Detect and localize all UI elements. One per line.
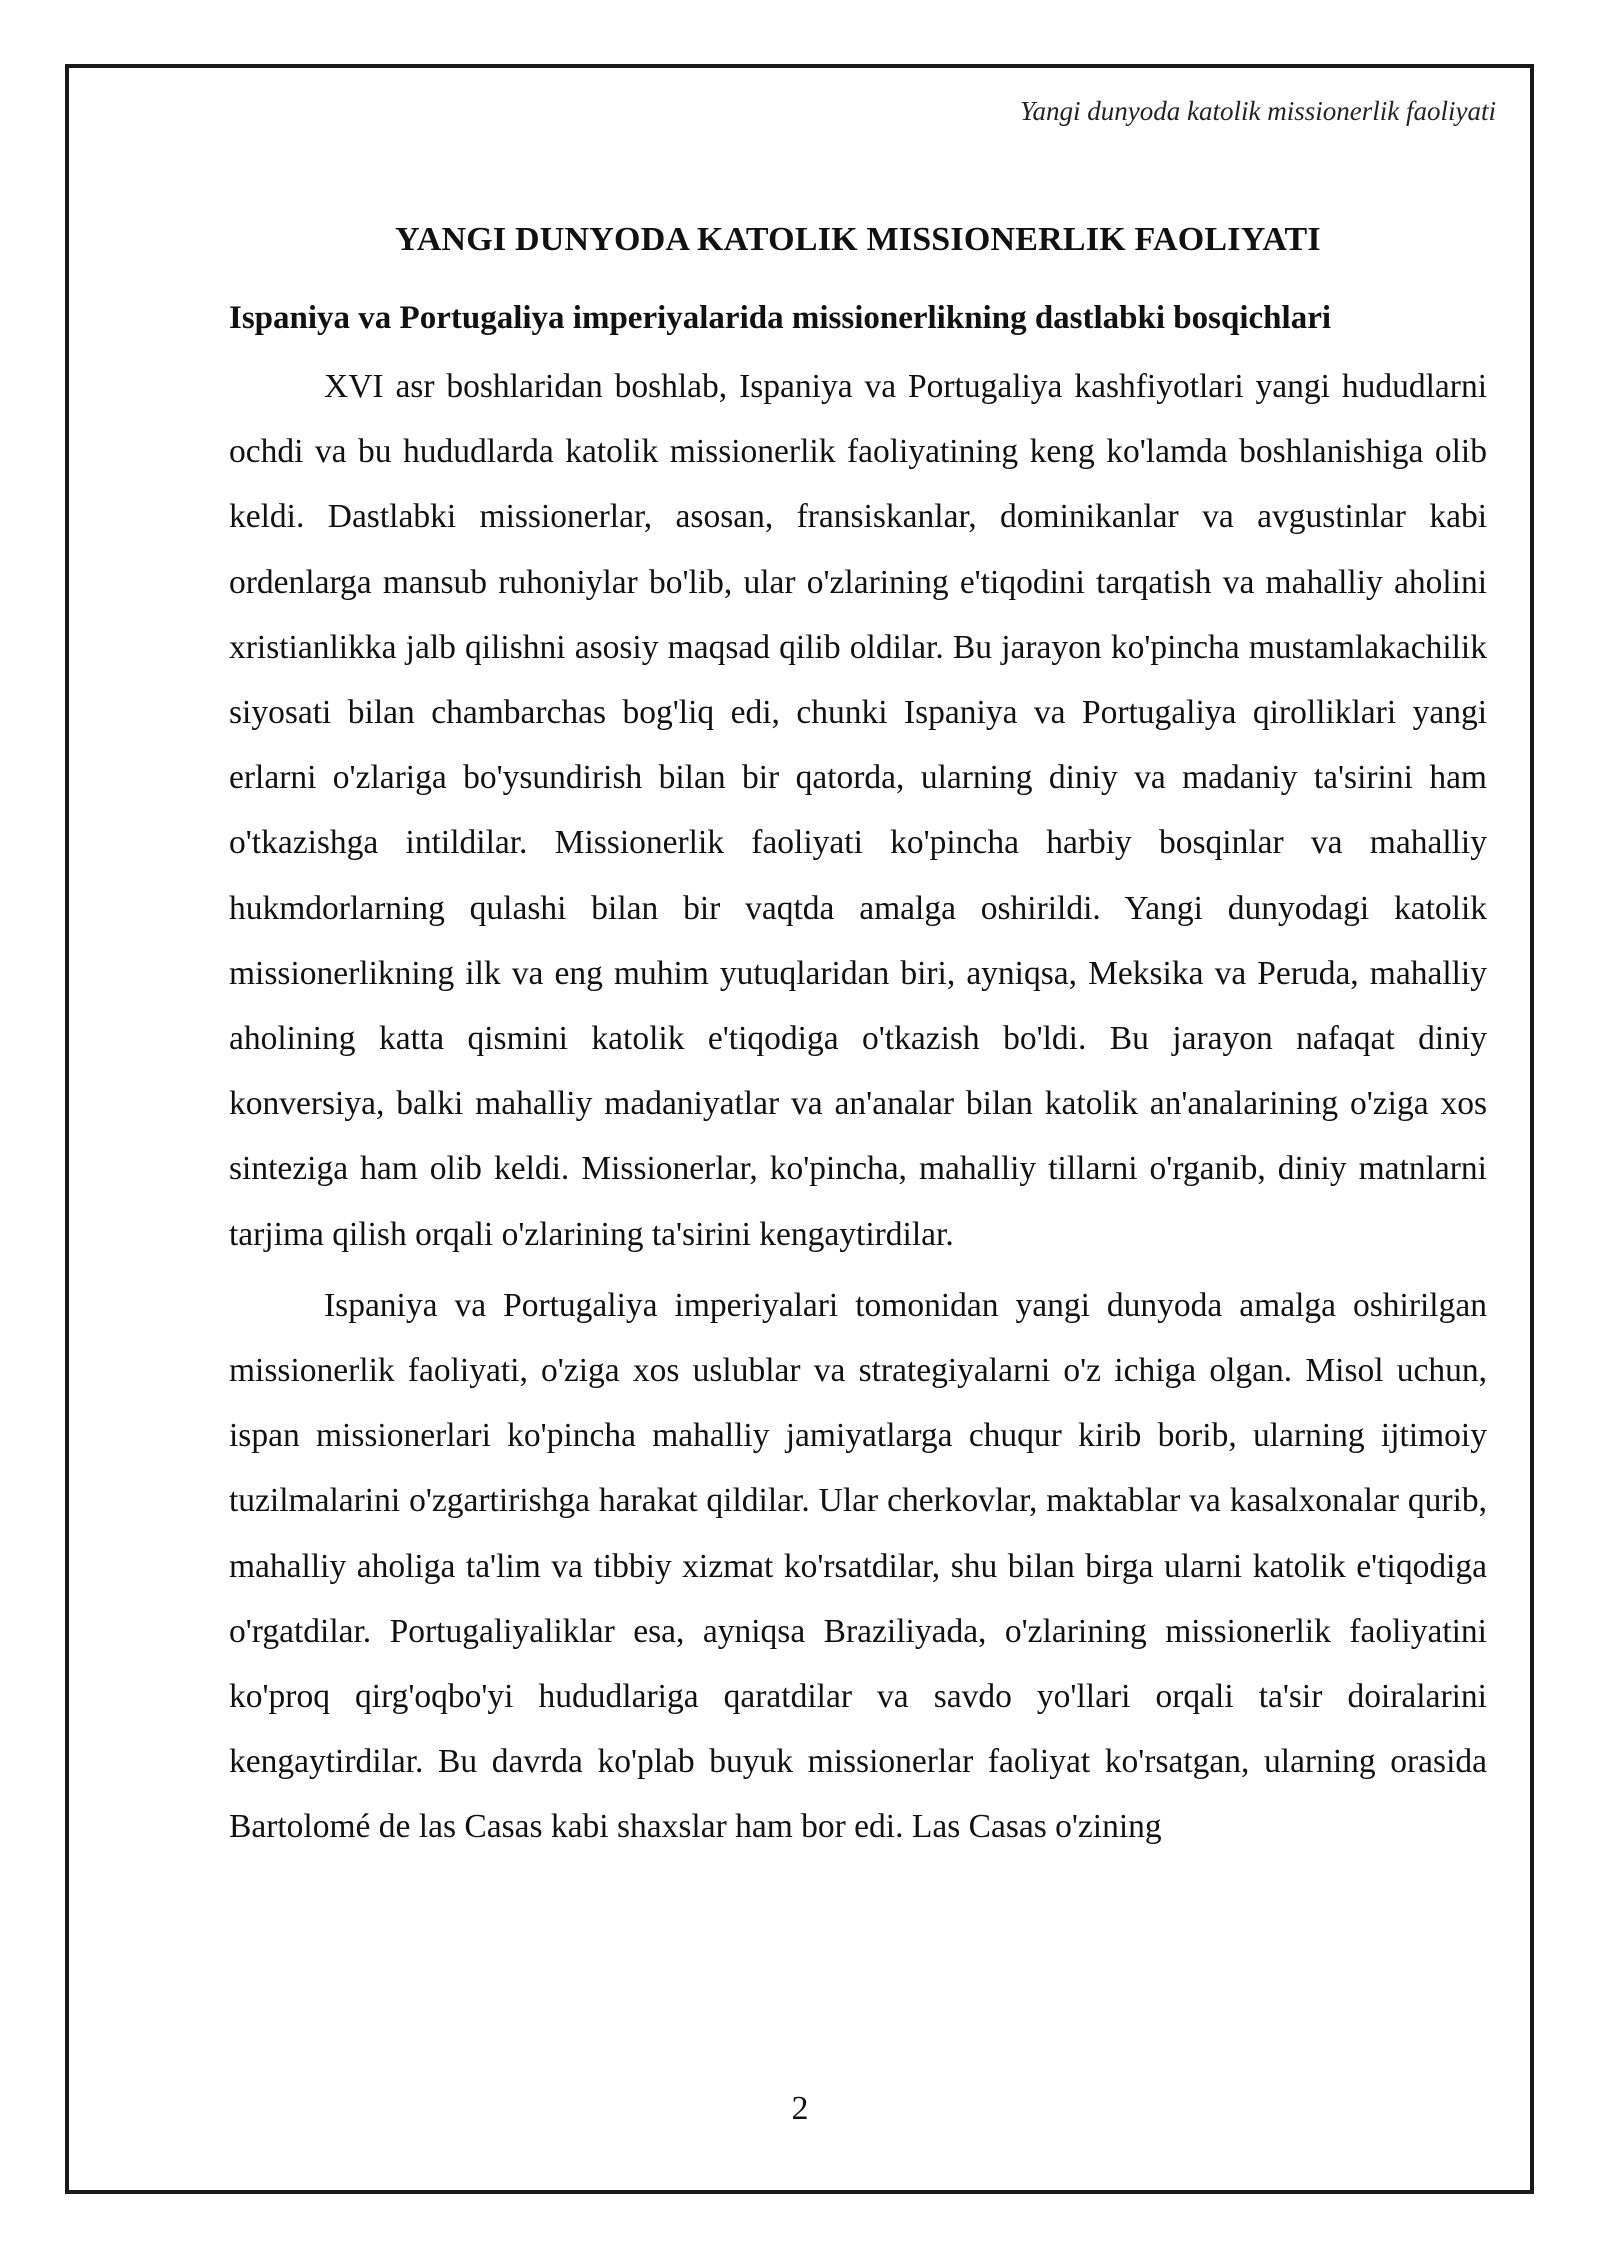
page-number: 2: [791, 2090, 809, 2127]
running-header: Yangi dunyoda katolik missionerlik faoliyati: [1020, 96, 1496, 126]
document-body: [229, 210, 1487, 1860]
body-paragraph: XVI asr boshlaridan boshlab, Ispaniya va Portugaliya kashfiyotlari yangi hududlarni ochdi va bu hududlarda katolik missionerlik faoliyatining keng ko'lamda boshlanishiga olib keldi. Dastlabki missionerlar, asosan, fransiskanlar, dominikanlar va avgustinlar kabi ordenlarga mansub ruhoniylar bo'lib, ular o'zlarining e'tiqodini tarqatish va mahalliy aholini xristianlikka jalb qilishni asosiy maqsad qilib oldilar. Bu jarayon ko'pincha mustamlakachilik siyosati bilan chambarchas bog'liq edi, chunki Ispaniya va Portugaliya qirolliklari yangi erlarni o'zlariga bo'ysundirish bilan bir qatorda, ularning diniy va madaniy ta'sirini ham o'tkazishga intildilar. Missionerlik faoliyati ko'pincha harbiy bosqinlar va mahalliy hukmdorlarning qulashi bilan bir vaqtda amalga oshirildi. Yangi dunyodagi katolik missionerlikning ilk va eng muhim yutuqlaridan biri, ayniqsa, Meksika va Peruda, mahalliy aholining katta qismini katolik e'tiqodiga o'tkazish bo'ldi. Bu jarayon nafaqat diniy konversiya, balki mahalliy madaniyatlar va an'analar bilan katolik an'analarining o'ziga xos sinteziga ham olib keldi. Missionerlar, ko'pincha, mahalliy tillarni o'rganib, diniy matnlarni tarjima qilish orqali o'zlarining ta'sirini kengaytirdilar.: [229, 368, 1487, 1253]
body-paragraph: Ispaniya va Portugaliya imperiyalari tomonidan yangi dunyoda amalga oshirilgan missionerlik faoliyati, o'ziga xos uslublar va strategiyalarni o'z ichiga olgan. Misol uchun, ispan missionerlari ko'pincha mahalliy jamiyatlarga chuqur kirib borib, ularning ijtimoiy tuzilmalarini o'zgartirishga harakat qildilar. Ular cherkovlar, maktablar va kasalxonalar qurib, mahalliy aholiga ta'lim va tibbiy xizmat ko'rsatdilar, shu bilan birga ularni katolik e'tiqodiga o'rgatdilar. Portugaliyaliklar esa, ayniqsa Braziliyada, o'zlarining missionerlik faoliyatini ko'proq qirg'oqbo'yi hududlariga qaratdilar va savdo yo'llari orqali ta'sir doiralarini kengaytirdilar. Bu davrda ko'plab buyuk missionerlar faoliyat ko'rsatgan, ularning orasida Bartolomé de las Casas kabi shaxslar ham bor edi. Las Casas o'zining: [229, 1286, 1487, 1846]
section-heading: Ispaniya va Portugaliya imperiyalarida missionerlikning dastlabki bosqichlari: [229, 300, 1332, 336]
document-title: YANGI DUNYODA KATOLIK MISSIONERLIK FAOLIYATI: [395, 221, 1321, 258]
